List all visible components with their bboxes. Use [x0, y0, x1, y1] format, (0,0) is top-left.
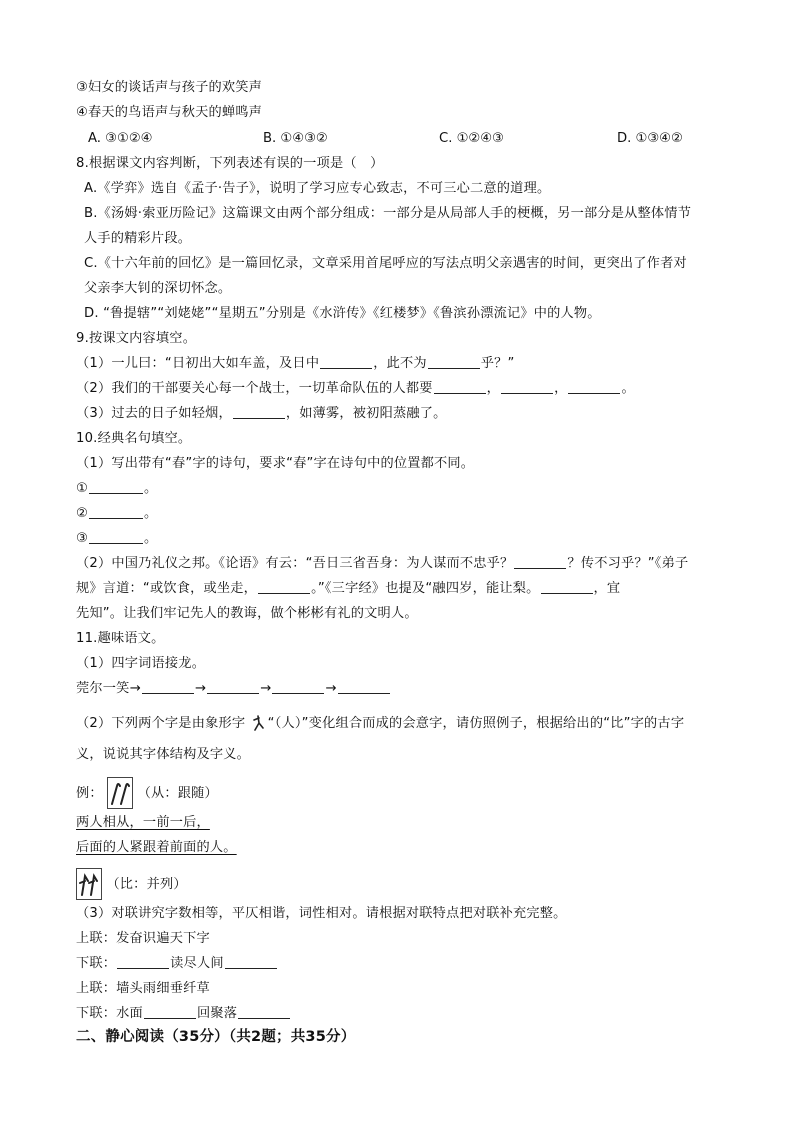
section-two-heading: 二、静心阅读（35分）（共2题；共35分） — [76, 1029, 356, 1045]
q10-blank-1: ① 。 — [76, 481, 158, 496]
ancient-bi-glyph-icon — [76, 868, 102, 900]
answer-blank[interactable] — [89, 480, 143, 494]
answer-blank[interactable] — [568, 380, 620, 394]
bi-row: （比：并列） — [76, 868, 187, 900]
answer-blank[interactable] — [238, 1005, 290, 1019]
answer-blank[interactable] — [272, 680, 324, 694]
q7-option-b: B. ①④③② — [263, 131, 328, 146]
example-row: 例： （从：跟随） — [76, 777, 218, 809]
q7-option-c: C. ①②④③ — [439, 131, 504, 146]
couplet2-lower: 下联：水面 回聚落 — [76, 1005, 291, 1022]
couplet1-upper: 上联：发奋识遍天下字 — [76, 931, 210, 946]
q7-option-d: D. ①③④② — [617, 131, 683, 146]
answer-blank[interactable] — [541, 580, 593, 594]
q10-prompt2-line1: （2）中国乃礼仪之邦。《论语》有云：“吾日三省吾身：为人谋而不忠乎？ ？传不习乎？”《弟子 — [76, 556, 689, 571]
answer-blank[interactable] — [514, 555, 566, 569]
q8-option-b-line2: 人手的精彩片段。 — [84, 231, 192, 246]
q11-prompt2-line2: 义，说说其字体结构及字义。 — [76, 747, 251, 762]
answer-blank[interactable] — [144, 1005, 196, 1019]
couplet2-upper: 上联：墙头雨细垂纤草 — [76, 981, 210, 996]
example-explanation-line1: 两人相从，一前一后， — [76, 815, 210, 830]
q7-option-a: A. ③①②④ — [88, 131, 153, 146]
q7-item-3: ③妇女的谈话声与孩子的欢笑声 — [76, 80, 263, 95]
q10-blank-3: ③ 。 — [76, 531, 158, 546]
q10-prompt2-line2: 规》言道：“或饮食，或坐走， 。”《三字经》也提及“融四岁，能让梨。 ，宜 — [76, 581, 621, 596]
answer-blank[interactable] — [233, 405, 285, 419]
q8-option-b-line1: B.《汤姆·索亚历险记》这篇课文由两个部分组成：一部分是从局部人手的梗概，另一部分是从整体情节 — [84, 206, 692, 221]
q10-stem: 10.经典名句填空。 — [76, 431, 192, 446]
ancient-ren-glyph-icon — [250, 714, 268, 732]
answer-blank[interactable] — [207, 680, 259, 694]
q7-item-4: ④春天的鸟语声与秋天的蝉鸣声 — [76, 105, 263, 120]
answer-blank[interactable] — [501, 380, 553, 394]
q9-sub3: （3）过去的日子如轻烟， ，如薄雾，被初阳蒸融了。 — [76, 406, 447, 421]
example-explanation-line2: 后面的人紧跟着前面的人。 — [76, 840, 237, 855]
answer-blank[interactable] — [89, 530, 143, 544]
answer-blank[interactable] — [338, 680, 390, 694]
q9-stem: 9.按课文内容填空。 — [76, 331, 197, 346]
q8-option-c-line1: C.《十六年前的回忆》是一篇回忆录，文章采用首尾呼应的写法点明父亲遇害的时间，更突出了作者对 — [84, 256, 687, 271]
couplet1-lower: 下联： 读尽人间 — [76, 955, 278, 972]
answer-blank[interactable] — [225, 955, 277, 969]
q8-option-c-line2: 父亲李大钊的深切怀念。 — [84, 281, 232, 296]
idiom-chain: 莞尔一笑→ → → → — [76, 680, 391, 697]
q11-stem: 11.趣味语文。 — [76, 631, 165, 646]
q8-stem: 8.根据课文内容判断，下列表述有误的一项是（ ） — [76, 156, 384, 171]
q10-blank-2: ② 。 — [76, 506, 158, 521]
answer-blank[interactable] — [428, 355, 480, 369]
q8-option-a: A.《学弈》选自《孟子·告子》，说明了学习应专心致志，不可三心二意的道理。 — [84, 181, 551, 196]
answer-blank[interactable] — [320, 355, 372, 369]
answer-blank[interactable] — [89, 505, 143, 519]
q8-option-d: D. “鲁提辖”“刘姥姥”“星期五”分别是《水浒传》《红楼梦》《鲁滨孙漂流记》中的人物。 — [84, 306, 601, 321]
q9-sub1: （1）一儿曰：“日初出大如车盖，及日中 ，此不为 乎？” — [76, 356, 515, 371]
q11-prompt3: （3）对联讲究字数相等，平仄相谐，词性相对。请根据对联特点把对联补充完整。 — [76, 906, 567, 921]
answer-blank[interactable] — [434, 380, 486, 394]
q11-prompt2-line1: （2）下列两个字是由象形字 “（人）”变化组合而成的会意字，请仿照例子，根据给出的“比”字的古字 — [76, 716, 685, 731]
answer-blank[interactable] — [142, 680, 194, 694]
q9-sub2: （2）我们的干部要关心每一个战士，一切革命队伍的人都要 ， ， 。 — [76, 381, 635, 396]
q10-prompt2-line3: 先知”。让我们牢记先人的教诲，做个彬彬有礼的文明人。 — [76, 606, 418, 621]
q10-prompt1: （1）写出带有“春”字的诗句，要求“春”字在诗句中的位置都不同。 — [76, 456, 475, 471]
ancient-cong-glyph-icon — [107, 777, 133, 809]
answer-blank[interactable] — [117, 955, 169, 969]
q11-prompt1: （1）四字词语接龙。 — [76, 656, 206, 671]
answer-blank[interactable] — [258, 580, 310, 594]
